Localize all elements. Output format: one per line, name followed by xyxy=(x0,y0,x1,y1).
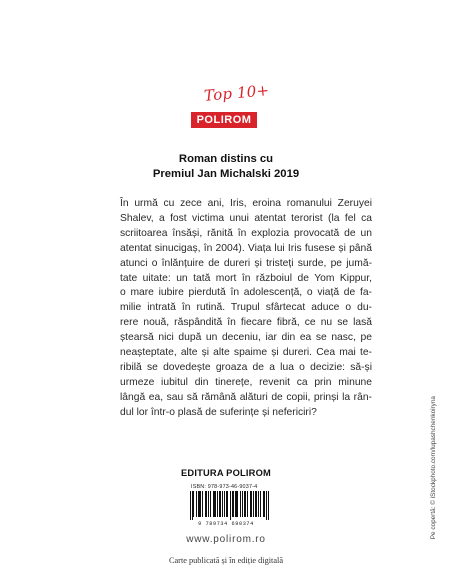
blurb-line: atunci o înlănțuire de dureri și tristeți surde, pe jumă- xyxy=(120,257,372,269)
blurb-line: urmeze iubitul din tinerețe, revenit ca prin minune xyxy=(120,376,372,388)
blurb-line: ștearsă nici după un deceniu, iar din ea se nasc, pe xyxy=(120,332,372,344)
blurb-line: o mare iubire pierdută în adolescență, o viață de fa- xyxy=(120,287,372,299)
barcode-bars xyxy=(182,490,270,520)
digital-edition-note: Carte publicată și în ediție digitală xyxy=(168,556,284,565)
blurb-line: tate uitate: un tată mort în războiul de Yom Kippur, xyxy=(120,272,372,284)
polirom-logo: POLIROM xyxy=(191,112,257,128)
award-line-2: Premiul Jan Michalski 2019 xyxy=(152,168,300,180)
book-blurb xyxy=(120,197,372,421)
blurb-line: rere nouă, răspândită în fiecare fibră, ce nu se lasă xyxy=(120,317,372,329)
blurb-line: neașteptate, alte și alte spaime și dureri. Cea mai te- xyxy=(120,347,372,359)
barcode-digits: 9 789734 690374 xyxy=(198,521,254,527)
top10-badge: Top 10+ xyxy=(203,81,270,105)
blurb-line: atentat sinucigaș, în 2004). Viața lui Iris fusese și până xyxy=(120,242,372,254)
blurb-line: ribilă se dovedește groaza de a lua o decizie: să-și xyxy=(120,361,372,373)
blurb-line: milie intrată în rutină. Trupul sfârtecat aduce o du- xyxy=(120,302,372,314)
website-link[interactable]: www.polirom.ro xyxy=(186,534,266,545)
award-heading xyxy=(0,152,452,182)
publisher-name: EDITURA POLIROM xyxy=(181,468,271,478)
blurb-line: Shalev, a fost victima unui atentat terorist (la fel ca xyxy=(120,212,372,224)
blurb-line: scriitoarea însăși, rănită în explozia provocată de un xyxy=(120,227,372,239)
isbn-label: ISBN: 978-973-46-9037-4 xyxy=(191,484,258,490)
blurb-line: dul lor într-o plasă de suferințe și nefericiri? xyxy=(120,406,317,418)
cover-credit-text: Pe copertă: © iStockphoto.com/lupashchenkoiryna xyxy=(430,396,437,540)
blurb-line: lângă ea, sau să rămână alături de copii, prinși la rân- xyxy=(120,391,372,403)
barcode xyxy=(182,484,270,528)
blurb-line: În urmă cu zece ani, Iris, eroina romanului Zeruyei xyxy=(120,198,372,209)
award-line-1: Roman distins cu xyxy=(178,153,274,165)
